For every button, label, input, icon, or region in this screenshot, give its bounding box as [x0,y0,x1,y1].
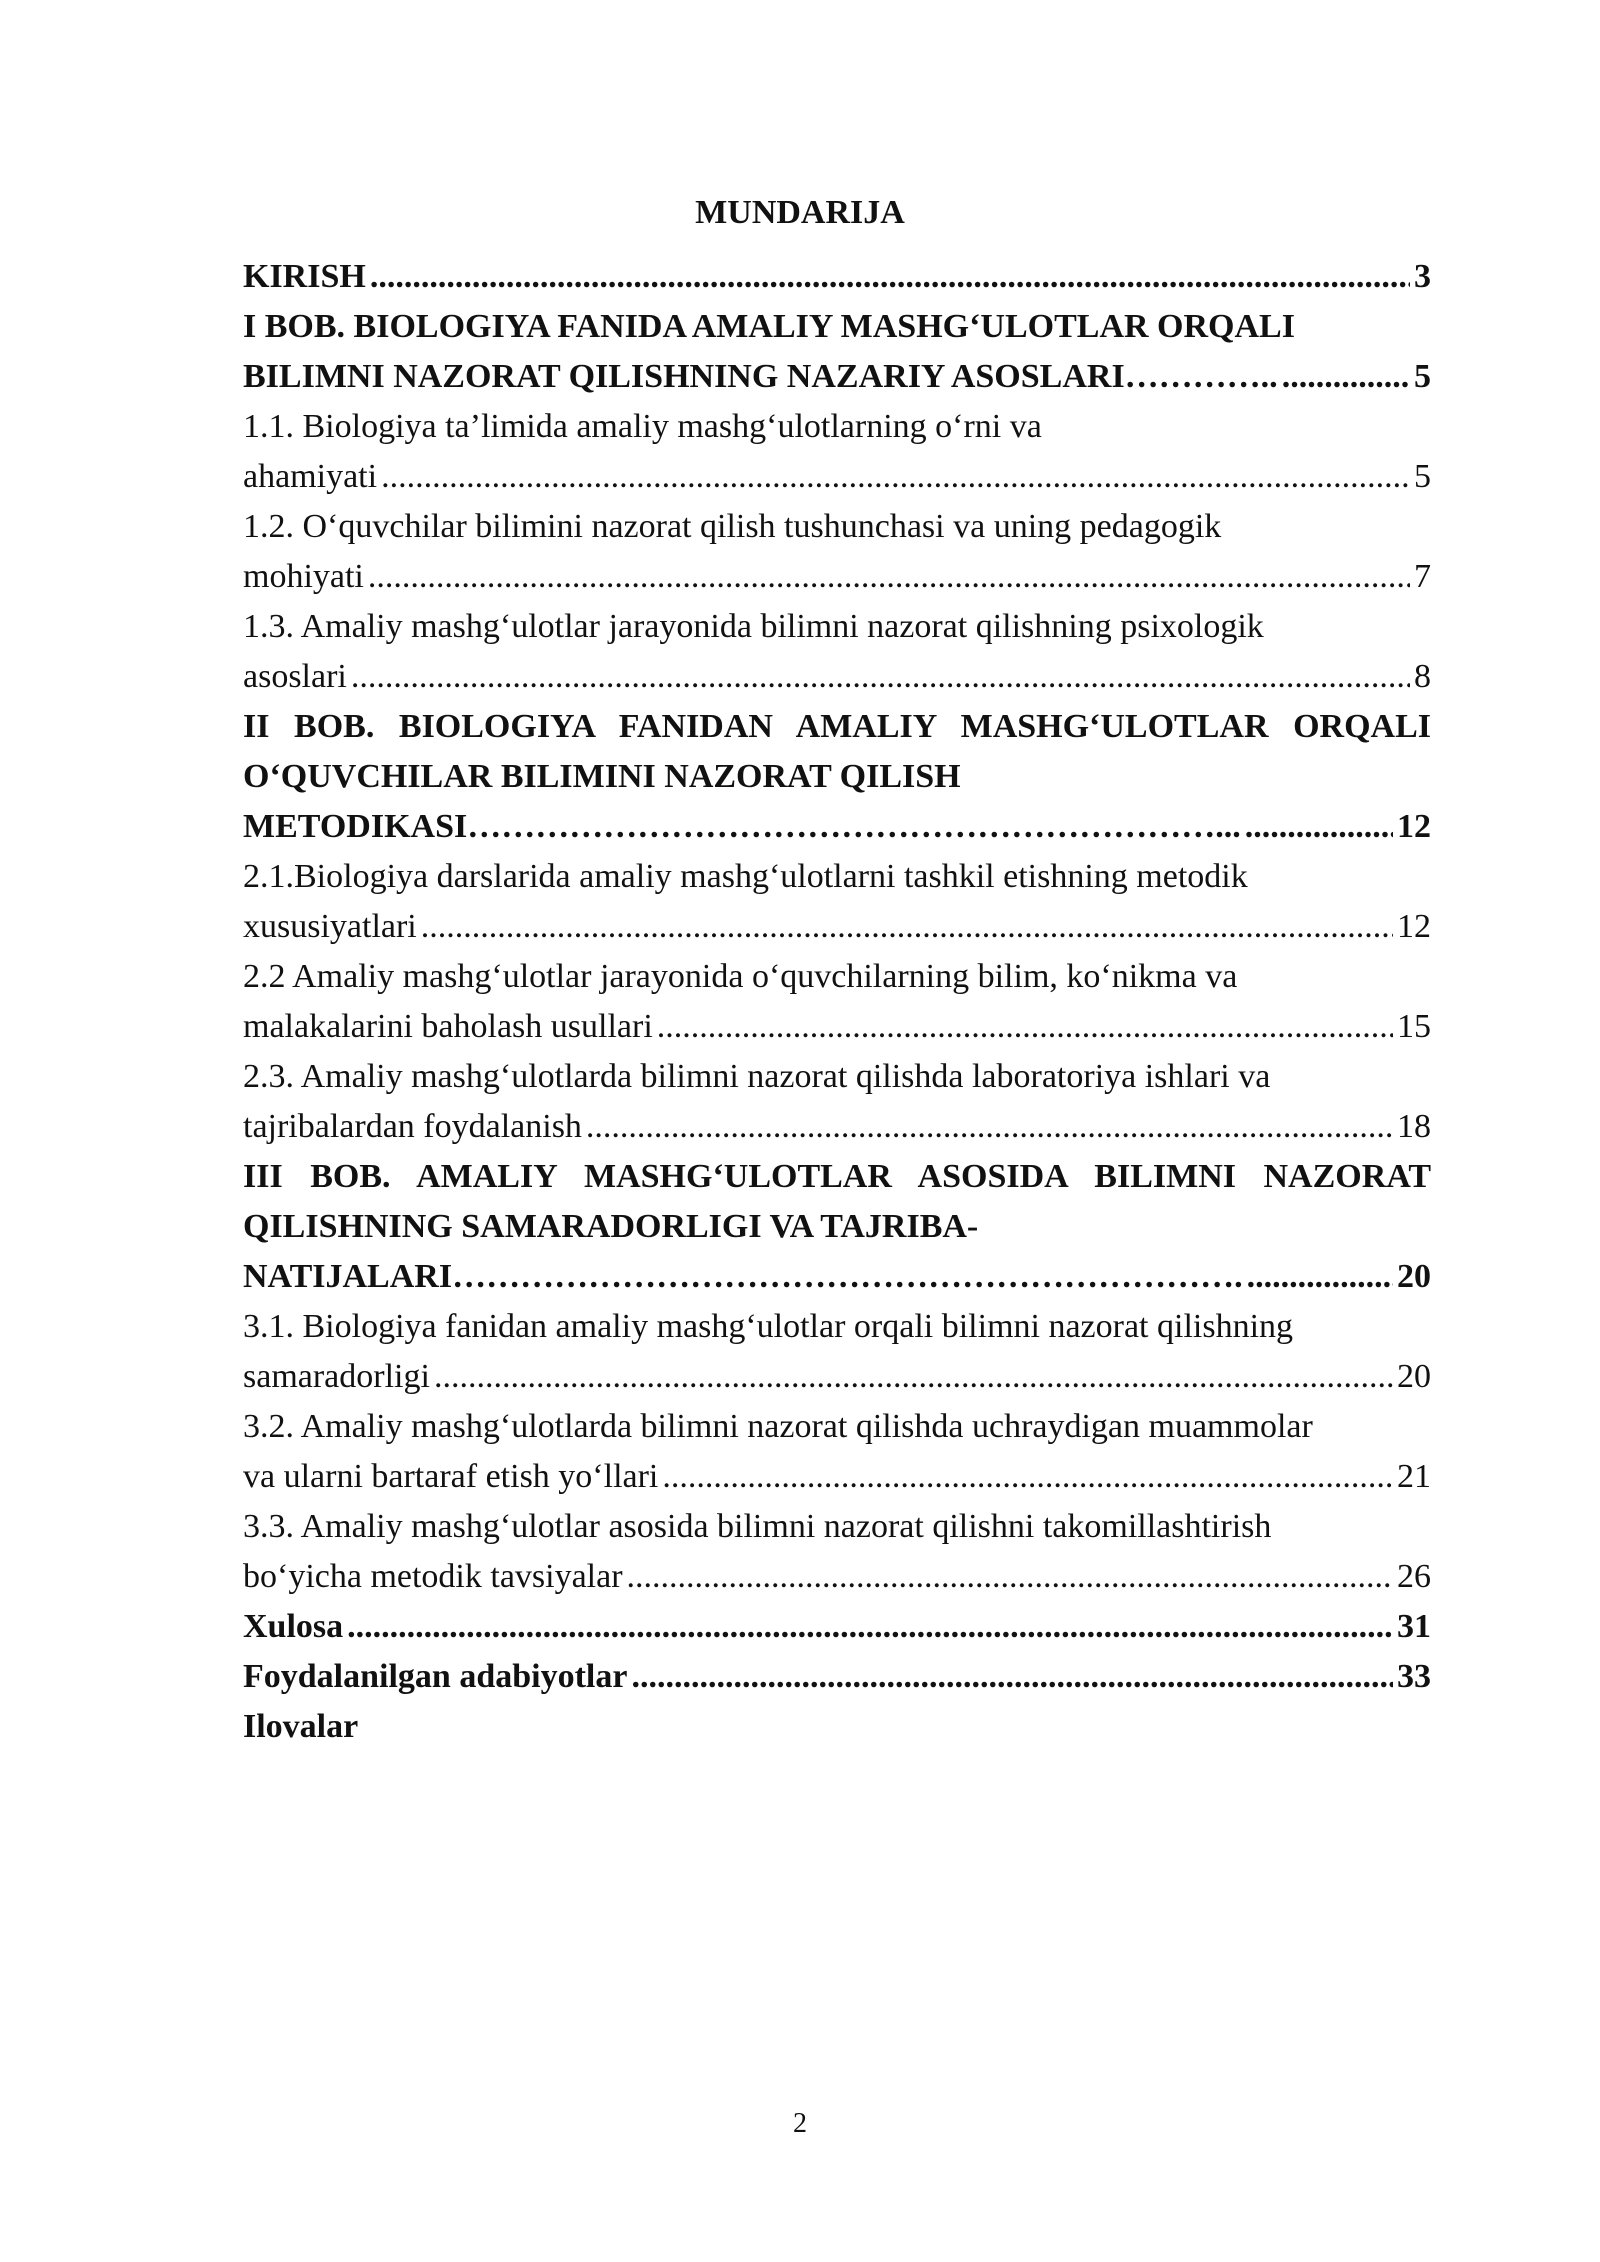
toc-entry-label: xususiyatlari [243,908,417,945]
toc-entry-title: 2.3. Amaliy mashg‘ulotlarda bilimni nazorat qilishda laboratoriya ishlari va [243,1058,1271,1095]
toc-entry-title: 1.2. O‘quvchilar bilimini nazorat qilish tushunchasi va uning pedagogik [243,508,1222,545]
dot-leader [1245,802,1393,852]
toc-page-number: 31 [1397,1608,1431,1645]
toc-entry-title: 1.1. Biologiya ta’limida amaliy mashg‘ulotlarning o‘rni va [243,408,1042,445]
toc-entry-label: Ilovalar [243,1708,359,1745]
toc-entry-title: 2.1.Biologiya darslarida amaliy mashg‘ulotlarni tashkil etishning metodik [243,858,1248,895]
toc-entry-label: tajribalardan foydalanish [243,1108,582,1145]
toc-entry[interactable] [243,602,1431,702]
table-of-contents [243,252,1431,1752]
toc-entry-line [243,902,1431,952]
page-number: 2 [793,2108,807,2139]
toc-page-number: 18 [1397,1108,1431,1145]
toc-entry-line [243,1002,1431,1052]
dot-leader [1247,1252,1393,1302]
dot-leader [370,252,1410,302]
toc-page-number: 5 [1414,458,1431,495]
toc-entry-label: BILIMNI NAZORAT QILISHNING NAZARIY ASOSLARI………….. [243,358,1278,395]
toc-entry-label: Foydalanilgan adabiyotlar [243,1658,628,1695]
toc-entry-label: malakalarini baholash usullari [243,1008,653,1045]
toc-entry-label: samaradorligi [243,1358,430,1395]
toc-entry-line [243,802,1431,852]
toc-entry-line [243,1452,1431,1502]
toc-entry-line [243,352,1431,402]
toc-entry-title: 3.2. Amaliy mashg‘ulotlarda bilimni nazorat qilishda uchraydigan muammolar [243,1408,1313,1445]
toc-entry[interactable] [243,1402,1431,1502]
toc-entry-line [243,1352,1431,1402]
toc-entry-label: ahamiyati [243,458,378,495]
toc-entry[interactable] [243,1152,1431,1302]
toc-entry-title: I BOB. BIOLOGIYA FANIDA AMALIY MASHG‘ULOTLAR ORQALI [243,308,1295,345]
toc-entry[interactable] [243,302,1431,402]
toc-entry[interactable] [243,1602,1431,1652]
toc-entry-line [243,552,1431,602]
toc-entry-title: III BOB. AMALIY MASHG‘ULOTLAR ASOSIDA BILIMNI NAZORAT QILISHNING SAMARADORLIGI VA TAJRIBA- [243,1158,1431,1245]
toc-entry[interactable] [243,502,1431,602]
toc-page-number: 12 [1397,908,1431,945]
toc-entry[interactable] [243,1502,1431,1602]
toc-entry-line [243,1652,1431,1702]
toc-entry[interactable] [243,1652,1431,1702]
toc-entry[interactable] [243,702,1431,852]
toc-page-number: 12 [1397,808,1431,845]
dot-leader [381,452,1410,502]
toc-entry-label: asoslari [243,658,347,695]
toc-entry-line [243,1702,1431,1752]
toc-heading: MUNDARIJA [695,194,905,231]
toc-page-number: 26 [1397,1558,1431,1595]
toc-entry[interactable] [243,852,1431,952]
toc-entry-label: KIRISH [243,258,366,295]
toc-entry-label: Xulosa [243,1608,344,1645]
toc-page-number: 8 [1414,658,1431,695]
toc-entry[interactable] [243,952,1431,1052]
dot-leader [421,902,1393,952]
dot-leader [434,1352,1393,1402]
toc-entry-line [243,1552,1431,1602]
toc-page-number: 33 [1397,1658,1431,1695]
toc-entry-title: 3.3. Amaliy mashg‘ulotlar asosida bilimni nazorat qilishni takomillashtirish [243,1508,1272,1545]
toc-entry[interactable] [243,402,1431,502]
toc-entry-line [243,252,1431,302]
dot-leader [1282,352,1410,402]
toc-entry-label: METODIKASI…………………………………………………………... [243,808,1241,845]
toc-entry[interactable] [243,1302,1431,1402]
toc-page-number: 7 [1414,558,1431,595]
dot-leader [631,1652,1393,1702]
toc-entry-line [243,1602,1431,1652]
toc-entry-title: 1.3. Amaliy mashg‘ulotlar jarayonida bilimni nazorat qilishning psixologik [243,608,1264,645]
dot-leader [351,652,1410,702]
dot-leader [657,1002,1393,1052]
toc-page-number: 21 [1397,1458,1431,1495]
toc-page-number: 20 [1397,1258,1431,1295]
toc-page-number: 15 [1397,1008,1431,1045]
toc-entry-line [243,1252,1431,1302]
toc-entry-title: II BOB. BIOLOGIYA FANIDAN AMALIY MASHG‘ULOTLAR ORQALI O‘QUVCHILAR BILIMINI NAZORAT QILISH [243,708,1431,795]
toc-entry-label: va ularni bartaraf etish yo‘llari [243,1458,659,1495]
toc-page-number: 3 [1414,258,1431,295]
toc-entry-label: mohiyati [243,558,364,595]
toc-entry-line [243,1102,1431,1152]
dot-leader [627,1552,1393,1602]
dot-leader [368,552,1410,602]
toc-entry-title: 3.1. Biologiya fanidan amaliy mashg‘ulotlar orqali bilimni nazorat qilishning [243,1308,1294,1345]
toc-entry[interactable] [243,252,1431,302]
toc-entry-title: 2.2 Amaliy mashg‘ulotlar jarayonida o‘quvchilarning bilim, ko‘nikma va [243,958,1238,995]
toc-entry-label: NATIJALARI……………………………………………………………. [243,1258,1243,1295]
toc-entry-line [243,652,1431,702]
toc-entry[interactable] [243,1702,1431,1752]
toc-page-number: 20 [1397,1358,1431,1395]
dot-leader [586,1102,1393,1152]
dot-leader [662,1452,1393,1502]
toc-page-number: 5 [1414,358,1431,395]
toc-entry-label: bo‘yicha metodik tavsiyalar [243,1558,623,1595]
dot-leader [347,1602,1393,1652]
toc-entry-line [243,452,1431,502]
toc-entry[interactable] [243,1052,1431,1152]
